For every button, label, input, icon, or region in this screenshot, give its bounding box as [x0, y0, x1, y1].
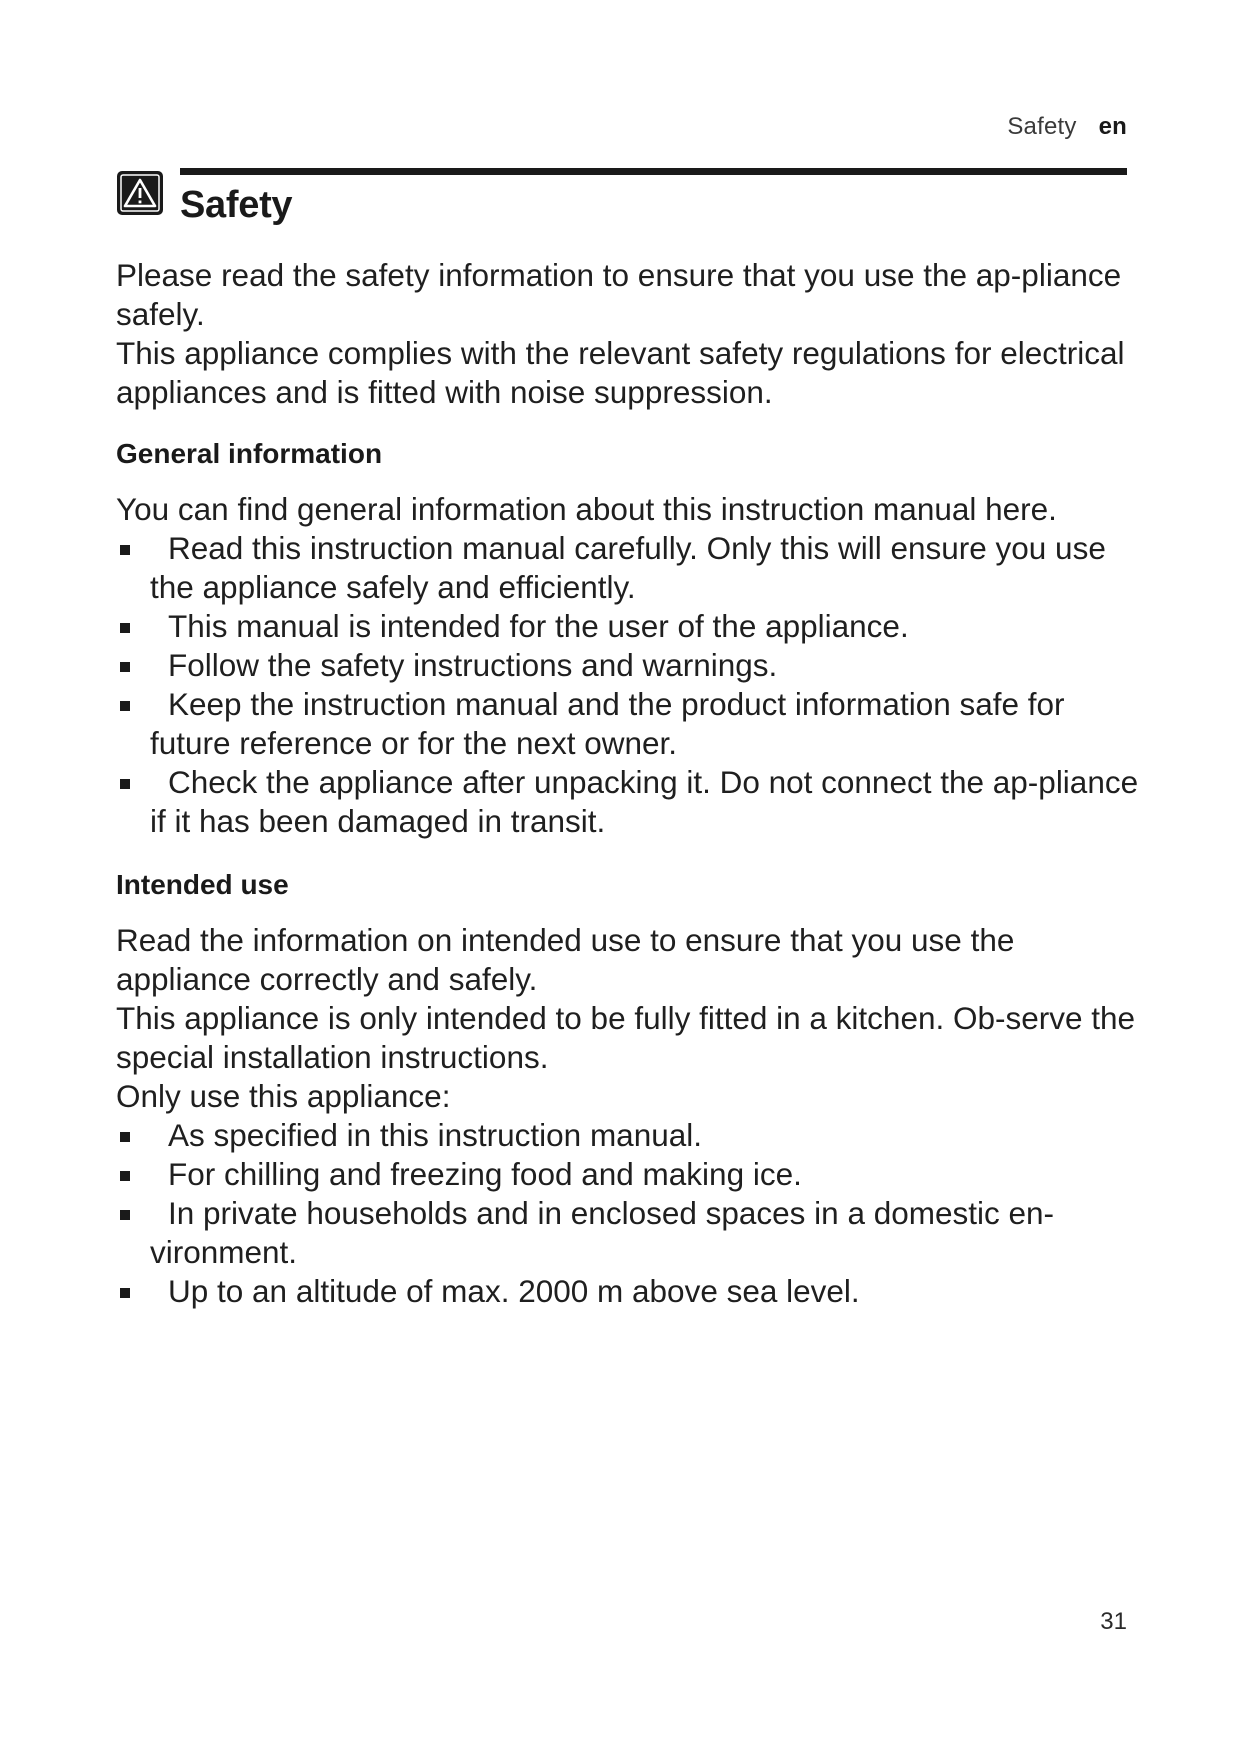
intended-use-list	[116, 1116, 1146, 1311]
page-title: Safety	[180, 184, 293, 226]
general-information-list	[116, 529, 1146, 841]
bullet-icon	[120, 1171, 130, 1181]
list-item: Read this instruction manual carefully. Only this will ensure you use the appliance safely and efficiently.	[116, 529, 1146, 607]
bullet-icon	[120, 1288, 130, 1298]
bullet-icon	[120, 545, 130, 555]
list-item: This manual is intended for the user of the appliance.	[116, 607, 1146, 646]
bullet-icon	[120, 662, 130, 672]
content	[116, 256, 1146, 1311]
bullet-icon	[120, 701, 130, 711]
bullet-icon	[120, 1132, 130, 1142]
intro-paragraph-1: Please read the safety information to ensure that you use the ap-pliance safely.	[116, 257, 1122, 332]
list-item: For chilling and freezing food and making ice.	[116, 1155, 1146, 1194]
page-number: 31	[1100, 1608, 1127, 1635]
list-item: As specified in this instruction manual.	[116, 1116, 1146, 1155]
running-header-language: en	[1098, 113, 1127, 140]
title-rule	[180, 168, 1127, 175]
list-item: Check the appliance after unpacking it. Do not connect the ap-pliance if it has been damaged in transit.	[116, 763, 1146, 841]
list-item: Follow the safety instructions and warnings.	[116, 646, 1146, 685]
intro-paragraph-2: This appliance complies with the relevant safety regulations for electrical appliances and is fitted with noise suppression.	[116, 335, 1125, 410]
running-header-section: Safety	[1007, 113, 1077, 140]
intended-use-paragraph-3: Only use this appliance:	[116, 1078, 451, 1114]
bullet-icon	[120, 623, 130, 633]
intended-use-paragraph-1: Read the information on intended use to ensure that you use the appliance correctly and safely.	[116, 922, 1015, 997]
list-item: Up to an altitude of max. 2000 m above sea level.	[116, 1272, 1146, 1311]
warning-triangle-icon	[116, 170, 164, 216]
general-information-heading: General information	[116, 438, 383, 469]
bullet-icon	[120, 779, 130, 789]
bullet-icon	[120, 1210, 130, 1220]
intended-use-heading: Intended use	[116, 869, 289, 900]
running-header	[1007, 113, 1127, 141]
general-information-intro: You can find general information about this instruction manual here.	[116, 491, 1057, 527]
list-item: Keep the instruction manual and the product information safe for future reference or for the next owner.	[116, 685, 1146, 763]
list-item: In private households and in enclosed spaces in a domestic en-vironment.	[116, 1194, 1146, 1272]
intended-use-paragraph-2: This appliance is only intended to be fully fitted in a kitchen. Ob-serve the special installation instructions.	[116, 1000, 1136, 1075]
